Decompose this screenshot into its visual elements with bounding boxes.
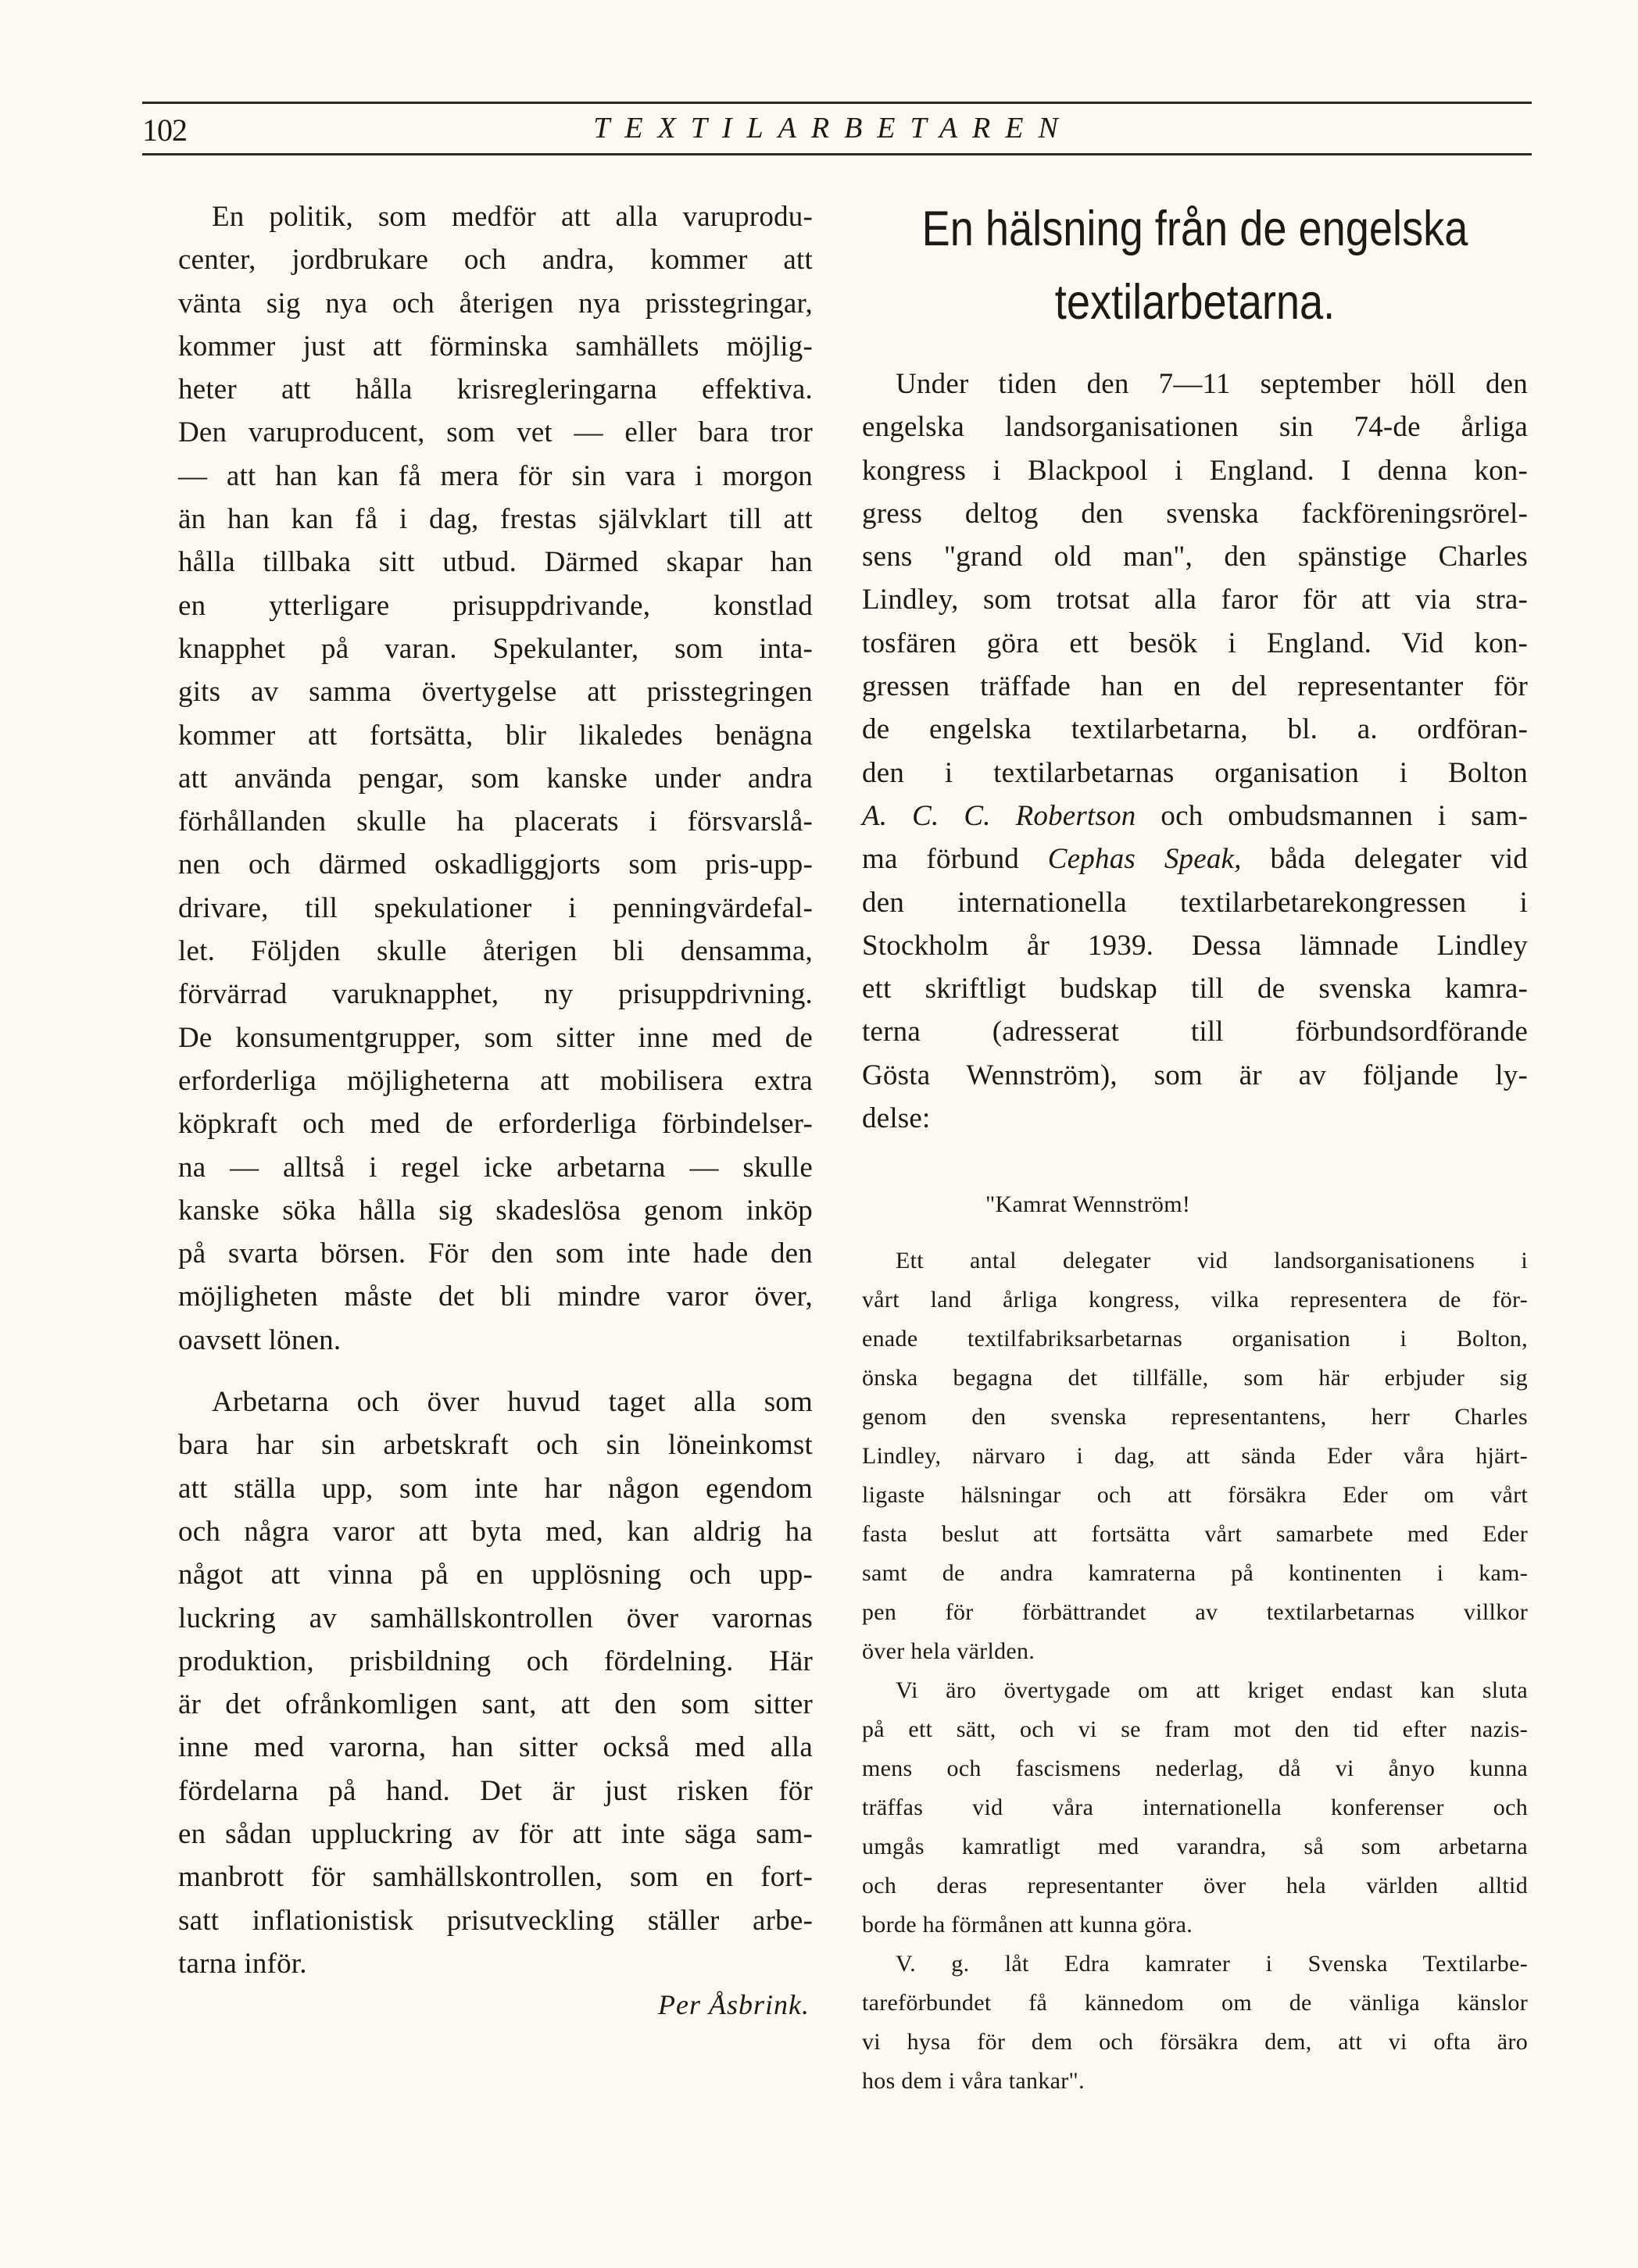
text-line: gressen träffade han en del representanter för	[862, 670, 1528, 703]
text-line: Arbetarna och över huvud taget alla som	[212, 1386, 813, 1419]
author-signature: Per Åsbrink.	[658, 1989, 810, 2021]
text-run: ma förbund	[862, 843, 1048, 876]
text-line: vi hysa för dem och försäkra dem, att vi ofta äro	[862, 2029, 1528, 2055]
quoted-letter	[862, 1140, 1528, 2101]
text-line: tosfären göra ett besök i England. Vid kon-	[862, 627, 1528, 659]
header-rule-top	[142, 102, 1532, 104]
paragraph	[178, 1380, 813, 1985]
text-line: Ett antal delegater vid landsorganisationens i	[896, 1248, 1528, 1274]
text-line: Gösta Wennström), som är av följande ly-	[862, 1059, 1528, 1091]
text-line: let. Följden skulle återigen bli densamma,	[178, 935, 813, 968]
text-line: Lindley, som trotsat alla faror för att via stra-	[862, 584, 1528, 616]
text-line: samt de andra kamraterna på kontinenten i kam-	[862, 1560, 1528, 1587]
text-line: träffas vid våra internationella konferenser och	[862, 1795, 1528, 1821]
italic-name: Cephas Speak,	[1047, 843, 1242, 876]
text-run: båda delegater vid	[1241, 843, 1528, 876]
text-line: enade textilfabriksarbetarnas organisation i Bolton,	[862, 1326, 1528, 1352]
headline-line: En hälsning från de engelska	[921, 202, 1468, 256]
text-line: drivare, till spekulationer i penningvärdefal-	[178, 891, 813, 924]
text-line: sens "grand old man", den spänstige Charles	[862, 541, 1528, 573]
text-line: förhållanden skulle ha placerats i försvarslå-	[178, 805, 813, 838]
text-line: Stockholm år 1939. Dessa lämnade Lindley	[862, 929, 1528, 962]
text-line: gress deltog den svenska fackföreningsrörel-	[862, 497, 1528, 530]
left-article	[178, 195, 813, 2021]
page-number: 102	[142, 113, 187, 148]
letter-paragraph	[862, 1241, 1528, 1671]
text-line: hålla tillbaka sitt utbud. Därmed skapar han	[178, 546, 813, 579]
text-line: tarna inför.	[178, 1947, 307, 1980]
text-line: oavsett lönen.	[178, 1323, 342, 1356]
text-line: vårt land årliga kongress, vilka representera de för-	[862, 1287, 1528, 1313]
text-line: kongress i Blackpool i England. I denna kon-	[862, 454, 1528, 487]
text-line: manbrott för samhällskontrollen, som en fort-	[178, 1861, 813, 1894]
text-line: något att vinna på en upplösning och upp-	[178, 1559, 813, 1591]
text-line: erforderliga möjligheterna att mobilisera extra	[178, 1064, 813, 1097]
text-line: på ett sätt, och vi se fram mot den tid efter nazis-	[862, 1716, 1528, 1743]
text-line: över hela världen.	[862, 1638, 1035, 1665]
text-line: produktion, prisbildning och fördelning. Här	[178, 1645, 813, 1677]
paragraph	[178, 195, 813, 1362]
text-line: förvärrad varuknapphet, ny prisuppdrivning.	[178, 978, 813, 1011]
text-line: än han kan få i dag, frestas självklart till att	[178, 503, 813, 536]
text-line: ett skriftligt budskap till de svenska kamra-	[862, 973, 1528, 1005]
text-line: luckring av samhällskontrollen över varornas	[178, 1602, 813, 1634]
text-line: De konsumentgrupper, som sitter inne med de	[178, 1021, 813, 1054]
publication-title: TEXTILARBETAREN	[593, 112, 1073, 145]
text-line: center, jordbrukare och andra, kommer att	[178, 244, 813, 277]
text-line: delse:	[862, 1102, 931, 1135]
text-line: nen och därmed oskadliggjorts som pris-upp-	[178, 848, 813, 881]
text-line: en sådan uppluckring av för att inte säga sam-	[178, 1817, 813, 1850]
text-line: knapphet på varan. Spekulanter, som inta-	[178, 632, 813, 665]
text-line: na — alltså i regel icke arbetarna — skulle	[178, 1151, 813, 1184]
text-line: satt inflationistisk prisutveckling ställer arbe-	[178, 1904, 813, 1937]
headline-line: textilarbetarna.	[1054, 275, 1336, 330]
letter-paragraph	[862, 1945, 1528, 2101]
text-run: och ombudsmannen i sam-	[1136, 799, 1528, 832]
text-line: en ytterligare prisuppdrivande, konstlad	[178, 589, 813, 622]
text-line: Vi äro övertygade om att kriget endast kan sluta	[896, 1677, 1528, 1704]
text-line: kommer just att förminska samhällets möjlig-	[178, 330, 813, 363]
text-line: vänta sig nya och återigen nya prisstegringar,	[178, 287, 813, 320]
text-line: umgås kamratligt med varandra, så som arbetarna	[862, 1834, 1528, 1860]
text-line: möjligheten måste det bli mindre varor över,	[178, 1280, 813, 1313]
text-line: En politik, som medför att alla varuprodu-	[212, 201, 813, 233]
text-line: Den varuproducent, som vet — eller bara tror	[178, 416, 813, 449]
text-line	[862, 838, 1528, 880]
text-line: fasta beslut att fortsätta vårt samarbete med Eder	[862, 1521, 1528, 1548]
text-line: bara har sin arbetskraft och sin löneinkomst	[178, 1429, 813, 1462]
text-line: kommer att fortsätta, blir likaledes benägna	[178, 719, 813, 752]
right-article	[862, 195, 1528, 2101]
text-line: fördelarna på hand. Det är just risken för	[178, 1774, 813, 1807]
text-line: inne med varorna, han sitter också med alla	[178, 1731, 813, 1764]
text-line: genom den svenska representantens, herr Charles	[862, 1404, 1528, 1430]
text-line: önska begagna det tillfälle, som här erbjuder sig	[862, 1365, 1528, 1391]
text-line: V. g. låt Edra kamrater i Svenska Textilarbe-	[896, 1951, 1528, 1977]
text-line: — att han kan få mera för sin vara i morgon	[178, 459, 813, 492]
text-line: pen för förbättrandet av textilarbetarnas villkor	[862, 1599, 1528, 1626]
text-line: Under tiden den 7—11 september höll den	[896, 368, 1528, 400]
text-line: är det ofrånkomligen sant, att den som sitter	[178, 1688, 813, 1721]
text-line: gits av samma övertygelse att prisstegringen	[178, 676, 813, 709]
text-line: ligaste hälsningar och att försäkra Eder om vårt	[862, 1482, 1528, 1509]
text-line	[862, 795, 1528, 838]
text-line: att ställa upp, som inte har någon egendom	[178, 1472, 813, 1505]
text-line: de engelska textilarbetarna, bl. a. ordföran-	[862, 713, 1528, 746]
text-line: att använda pengar, som kanske under andra	[178, 762, 813, 795]
text-line: den internationella textilarbetarekongressen i	[862, 886, 1528, 919]
text-line: på svarta börsen. För den som inte hade den	[178, 1238, 813, 1270]
italic-name: A. C. C. Robertson	[862, 799, 1136, 832]
text-line: tareförbundet få kännedom om de vänliga känslor	[862, 1990, 1528, 2016]
header-rule-bottom	[142, 153, 1532, 155]
text-line: kanske söka hålla sig skadeslösa genom inköp	[178, 1194, 813, 1227]
text-line: den i textilarbetarnas organisation i Bolton	[862, 756, 1528, 789]
text-line: köpkraft och med de erforderliga förbindelser-	[178, 1108, 813, 1141]
text-line: engelska landsorganisationen sin 74-de årliga	[862, 411, 1528, 444]
article-headline	[862, 192, 1528, 339]
text-line: och deras representanter över hela världen alltid	[862, 1873, 1528, 1899]
letter-salutation: "Kamrat Wennström!	[985, 1191, 1191, 1218]
letter-paragraph	[862, 1671, 1528, 1945]
text-line: Lindley, närvaro i dag, att sända Eder våra hjärt-	[862, 1443, 1528, 1470]
intro-paragraph	[862, 363, 1528, 1140]
text-line: heter att hålla krisregleringarna effektiva.	[178, 373, 813, 406]
text-line: hos dem i våra tankar".	[862, 2068, 1085, 2095]
text-line: mens och fascismens nederlag, då vi ånyo kunna	[862, 1755, 1528, 1782]
text-line: och några varor att byta med, kan aldrig ha	[178, 1515, 813, 1548]
text-line: terna (adresserat till förbundsordförande	[862, 1016, 1528, 1048]
text-line: borde ha förmånen att kunna göra.	[862, 1912, 1193, 1938]
